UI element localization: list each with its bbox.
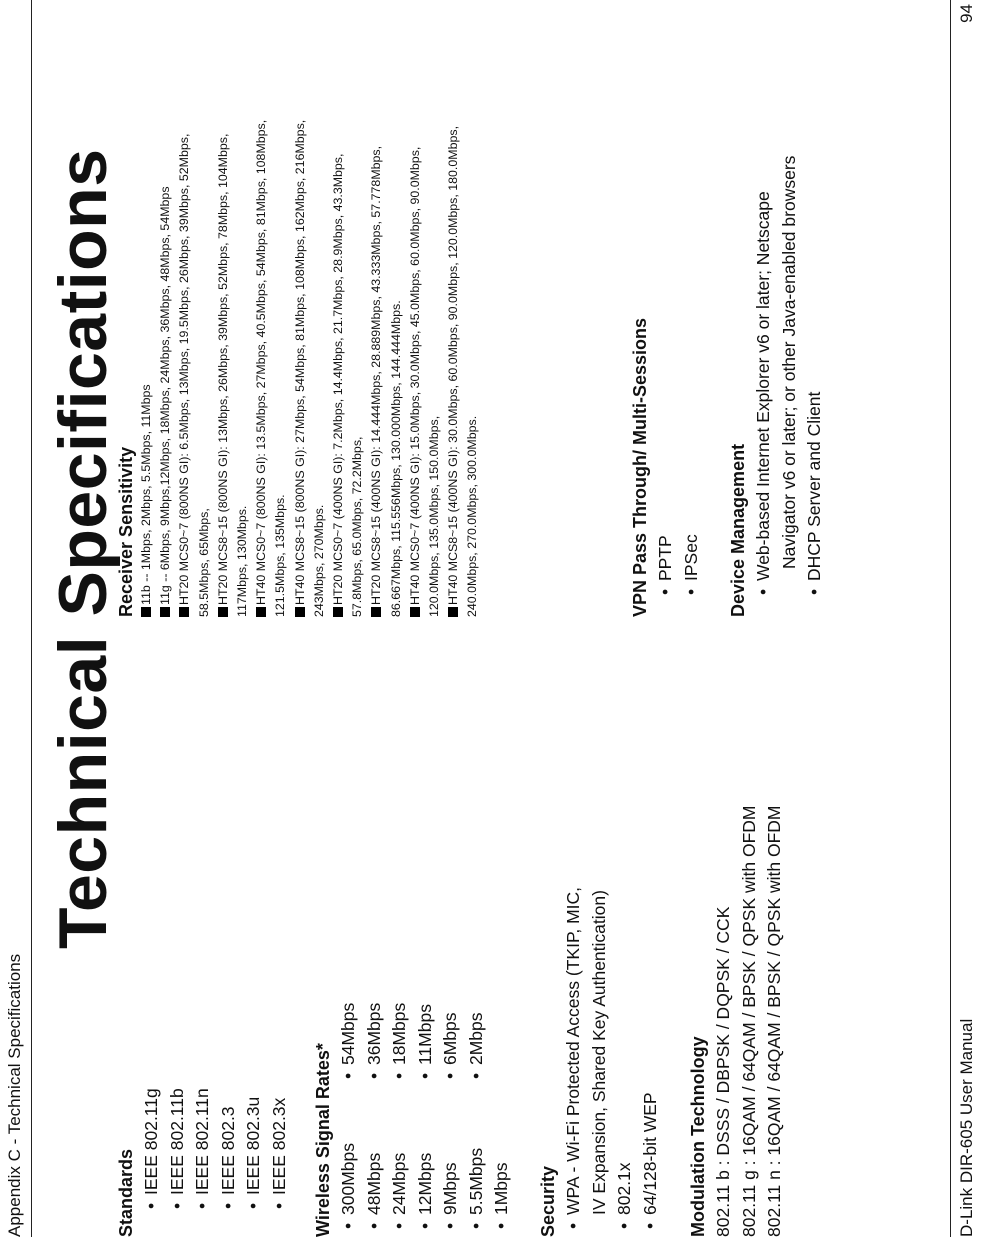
modulation-heading: Modulation Technology (688, 1036, 708, 1237)
running-head: Appendix C - Technical Specifications (5, 953, 24, 1237)
square-bullet-icon (410, 607, 420, 617)
receiver-item-cont (348, 7, 367, 617)
modulation-line: 802.11 g : 16QAM / 64QAM / BPSK / QPSK with OFDM (738, 805, 759, 1237)
wireless-rates-heading: Wireless Signal Rates* (313, 1043, 333, 1237)
receiver-item (175, 7, 194, 617)
device-management-heading: Device Management (728, 443, 748, 617)
vpn-list (653, 7, 704, 603)
vpn-heading: VPN Pass Through/ Multi-Sessions (630, 317, 650, 617)
receiver-text: HT40 MCS8~15 (800NS GI): 27Mbps, 54Mbps, 81Mbps, 108Mbps, 162Mbps, 216Mbps, (292, 119, 307, 605)
device-management-section (728, 7, 828, 617)
list-item: • 6Mbps (438, 937, 464, 1087)
rates-column-1 (336, 1087, 515, 1237)
receiver-text: HT40 MCS0~7 (400NS GI): 15.0Mbps, 30.0Mbps, 45.0Mbps, 60.0Mbps, 90.0Mbps, (407, 146, 422, 605)
list-item: • 5.5Mbps (464, 1087, 490, 1237)
page-title: Technical Specifications (45, 148, 121, 949)
list-item: • 18Mbps (387, 937, 413, 1087)
square-bullet-icon (218, 607, 228, 617)
wireless-rates-columns (336, 637, 515, 1237)
list-item: • IPSec (679, 7, 705, 603)
standards-section (116, 637, 292, 1237)
footer-manual-name: D-Link DIR-605 User Manual (957, 1018, 976, 1237)
list-item: • 802.1x (612, 637, 638, 1237)
receiver-heading: Receiver Sensitivity (116, 446, 136, 617)
square-bullet-icon (448, 607, 458, 617)
modulation-section (688, 617, 788, 1237)
receiver-item (156, 7, 175, 617)
vpn-section (630, 7, 704, 617)
list-item (751, 7, 802, 603)
receiver-text: 117Mbps, 130Mbps. (235, 505, 250, 617)
receiver-text: 120.0Mbps, 135.0Mbps, 150.0Mbps, (427, 415, 442, 617)
receiver-text: 57.8Mbps, 65.0Mbps, 72.2Mbps, (350, 436, 365, 617)
receiver-item-cont (425, 7, 444, 617)
receiver-item-cont (271, 7, 290, 617)
receiver-item (252, 7, 271, 617)
square-bullet-icon (333, 607, 343, 617)
receiver-item-cont (195, 7, 214, 617)
modulation-line: 802.11 b : DSSS / DBPSK / DQPSK / CCK (713, 906, 733, 1237)
list-item: • IEEE 802.3 (216, 637, 242, 1217)
security-list (561, 637, 663, 1237)
list-item: • 9Mbps (438, 1087, 464, 1237)
list-item: • IEEE 802.3x (267, 637, 293, 1217)
list-item: • IEEE 802.11g (139, 637, 165, 1217)
list-item: • 2Mbps (464, 937, 490, 1087)
list-item: • 1Mbps (489, 1087, 515, 1237)
list-item: • IEEE 802.11n (190, 637, 216, 1217)
device-item-1-cont: Navigator v6 or later; or other Java-enabled browsers (778, 155, 799, 569)
receiver-text: 11b -- 1Mbps, 2Mbps, 5.5Mbps, 11Mbps (139, 384, 153, 605)
receiver-item (214, 7, 233, 617)
receiver-text: HT20 MCS0~7 (800NS GI): 6.5Mbps, 13Mbps, 19.5Mbps, 26Mbps, 39Mbps, 52Mbps, (177, 133, 192, 605)
standards-list (139, 637, 292, 1217)
receiver-text: HT40 MCS0~7 (800NS GI): 13.5Mbps, 27Mbps, 40.5Mbps, 54Mbps, 81Mbps, 108Mbps, (254, 119, 269, 605)
security-item-1-cont: IV Expansion, Shared Key Authentication) (588, 890, 609, 1215)
square-bullet-icon (179, 607, 189, 617)
standards-heading: Standards (116, 1148, 136, 1237)
receiver-item (406, 7, 425, 617)
page-number: 94 (957, 4, 976, 23)
receiver-lines (137, 7, 483, 617)
receiver-text: HT40 MCS8~15 (400NS GI): 30.0Mbps, 60.0Mbps, 90.0Mbps, 120.0Mbps, 180.0Mbps, (446, 125, 461, 605)
receiver-item-cont (387, 7, 406, 617)
list-item: • 300Mbps (336, 1087, 362, 1237)
security-item-1: WPA - Wi-Fi Protected Access (TKIP, MIC, (563, 886, 583, 1215)
square-bullet-icon (371, 607, 381, 617)
receiver-item-cont (233, 7, 252, 617)
list-item: • 36Mbps (362, 937, 388, 1087)
modulation-line: 802.11 n : 16QAM / 64QAM / BPSK / QPSK with OFDM (764, 805, 784, 1237)
receiver-item (137, 7, 156, 617)
list-item: • 11Mbps (413, 937, 439, 1087)
page-header (0, 0, 32, 1237)
receiver-text: 240.0Mbps, 270.0Mbps, 300.0Mbps. (465, 415, 480, 617)
wireless-rates-section (313, 637, 515, 1237)
square-bullet-icon (295, 607, 305, 617)
square-bullet-icon (256, 607, 266, 617)
list-item: • 64/128-bit WEP (638, 637, 664, 1237)
list-item: • 12Mbps (413, 1087, 439, 1237)
receiver-item-cont (463, 7, 482, 617)
list-item: • IEEE 802.11b (165, 637, 191, 1217)
receiver-item (444, 7, 463, 617)
device-item-1: Web-based Internet Explorer v6 or later; Netscape (753, 191, 773, 581)
receiver-section (116, 7, 483, 617)
receiver-text: HT20 MCS8~15 (800NS GI): 13Mbps, 26Mbps, 39Mbps, 52Mbps, 78Mbps, 104Mbps, (215, 133, 230, 605)
list-item (561, 637, 612, 1237)
square-bullet-icon (160, 607, 170, 617)
receiver-item (329, 7, 348, 617)
device-management-list (751, 7, 828, 603)
rates-column-2 (336, 937, 515, 1087)
list-item: • IEEE 802.3u (241, 637, 267, 1217)
list-item: • 24Mbps (387, 1087, 413, 1237)
list-item: • DHCP Server and Client (802, 7, 828, 603)
receiver-item (291, 7, 310, 617)
list-item: • 48Mbps (362, 1087, 388, 1237)
security-section (538, 637, 663, 1237)
receiver-text: 243Mbps, 270Mbps. (311, 504, 326, 617)
receiver-item-cont (310, 7, 329, 617)
receiver-text: 121.5Mbps, 135Mbps. (273, 494, 288, 617)
receiver-text: 86.667Mbps, 115.556Mbps, 130.000Mbps, 144.444Mbps. (388, 300, 403, 617)
list-item: • PPTP (653, 7, 679, 603)
receiver-text: 11g -- 6Mbps, 9Mbps,12Mbps, 18Mbps, 24Mbps, 36Mbps, 48Mbps, 54Mbps (158, 186, 173, 605)
footer-rule (950, 0, 951, 1237)
receiver-text: 58.5Mbps, 65Mbps, (196, 508, 211, 617)
square-bullet-icon (141, 607, 151, 617)
receiver-text: HT20 MCS0~7 (400NS GI): 7.2Mbps, 14.4Mbps, 21.7Mbps, 28.9Mbps, 43.3Mbps, (331, 153, 346, 605)
receiver-item (367, 7, 386, 617)
list-item: • 54Mbps (336, 937, 362, 1087)
security-heading: Security (538, 1165, 558, 1237)
receiver-text: HT20 MCS8~15 (400NS GI): 14.444Mbps, 28.889Mbps, 43.333Mbps, 57.778Mbps, (369, 145, 384, 605)
header-rule (31, 0, 32, 1237)
